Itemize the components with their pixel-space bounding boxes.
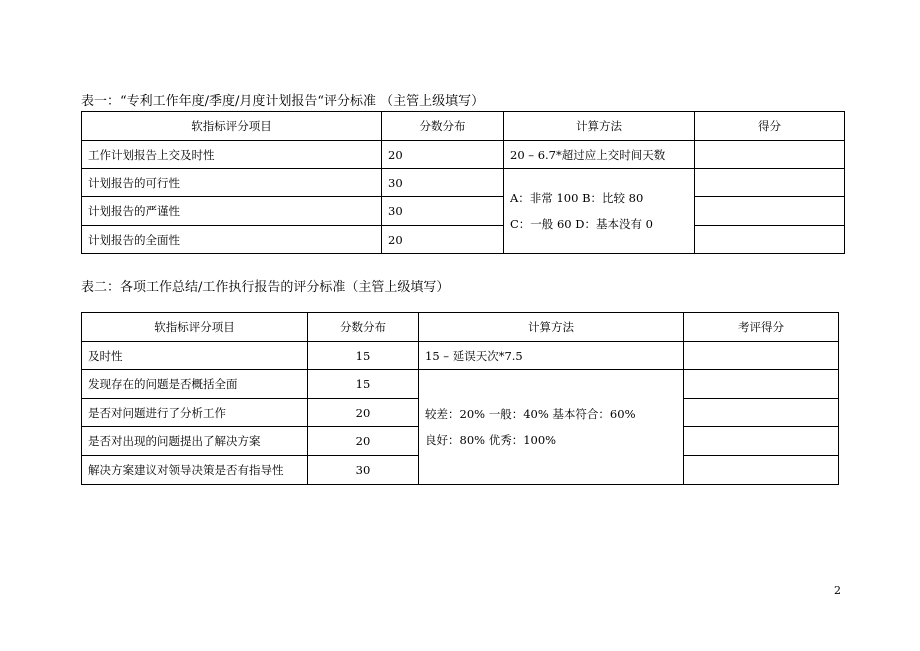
- table2-header-method: 计算方法: [419, 313, 684, 342]
- table-row: [82, 197, 845, 226]
- table2-method-merged: [419, 370, 684, 485]
- table1-caption: 表一：“专利工作年度/季度/月度计划报告“评分标准 （主管上级填写）: [81, 94, 485, 109]
- table1-result-cell[interactable]: [695, 169, 845, 197]
- table1-item: 计划报告的严谨性: [82, 197, 382, 226]
- table2-item: 发现存在的问题是否概括全面: [82, 370, 308, 399]
- table2-header-score: 分数分布: [308, 313, 419, 342]
- table-row: [82, 226, 845, 254]
- table2-header-row: [82, 313, 839, 342]
- table2-score: 15: [308, 370, 419, 399]
- table-row: [82, 169, 845, 197]
- table2: [81, 312, 839, 485]
- table2-score: 30: [308, 456, 419, 485]
- table2-result-cell[interactable]: [684, 427, 839, 456]
- table1-score: 30: [382, 197, 504, 226]
- table1-header-score: 分数分布: [382, 112, 504, 141]
- table1-header-method: 计算方法: [504, 112, 695, 141]
- table1-result-cell[interactable]: [695, 226, 845, 254]
- table1-method-first: 20 – 6.7*超过应上交时间天数: [504, 141, 695, 169]
- table1-item: 计划报告的可行性: [82, 169, 382, 197]
- table2-item: 是否对问题进行了分析工作: [82, 399, 308, 427]
- table2-method-line: 良好：80% 优秀：100%: [425, 433, 557, 447]
- table2-header-result: 考评得分: [684, 313, 839, 342]
- table2-result-cell[interactable]: [684, 342, 839, 370]
- table1-header-row: [82, 112, 845, 141]
- table2-caption: 表二：各项工作总结/工作执行报告的评分标准（主管上级填写）: [81, 280, 450, 295]
- table1-header-item: 软指标评分项目: [82, 112, 382, 141]
- table2-result-cell[interactable]: [684, 399, 839, 427]
- table1-method-line: A：非常 100 B：比较 80: [510, 191, 644, 205]
- table2-item: 及时性: [82, 342, 308, 370]
- table2-item: 是否对出现的问题提出了解决方案: [82, 427, 308, 456]
- table2-method-line: 较差：20% 一般：40% 基本符合：60%: [425, 407, 636, 421]
- table1-method-line: C：一般 60 D：基本没有 0: [510, 217, 653, 231]
- table1-score: 20: [382, 226, 504, 254]
- table1-method-merged: [504, 169, 695, 254]
- table1: [81, 111, 845, 254]
- table1-result-cell[interactable]: [695, 197, 845, 226]
- table2-header-item: 软指标评分项目: [82, 313, 308, 342]
- table2-score: 20: [308, 427, 419, 456]
- table1-score: 20: [382, 141, 504, 169]
- table1-item: 计划报告的全面性: [82, 226, 382, 254]
- table1-item: 工作计划报告上交及时性: [82, 141, 382, 169]
- table-row: [82, 370, 839, 399]
- table-row: [82, 342, 839, 370]
- table2-item: 解决方案建议对领导决策是否有指导性: [82, 456, 308, 485]
- table1-header-result: 得分: [695, 112, 845, 141]
- table2-score: 15: [308, 342, 419, 370]
- table1-score: 30: [382, 169, 504, 197]
- table2-result-cell[interactable]: [684, 456, 839, 485]
- table2-method-first: 15 – 延误天次*7.5: [419, 342, 684, 370]
- table-row: [82, 141, 845, 169]
- table1-result-cell[interactable]: [695, 141, 845, 169]
- table2-score: 20: [308, 399, 419, 427]
- page-number: 2: [834, 584, 841, 597]
- table2-result-cell[interactable]: [684, 370, 839, 399]
